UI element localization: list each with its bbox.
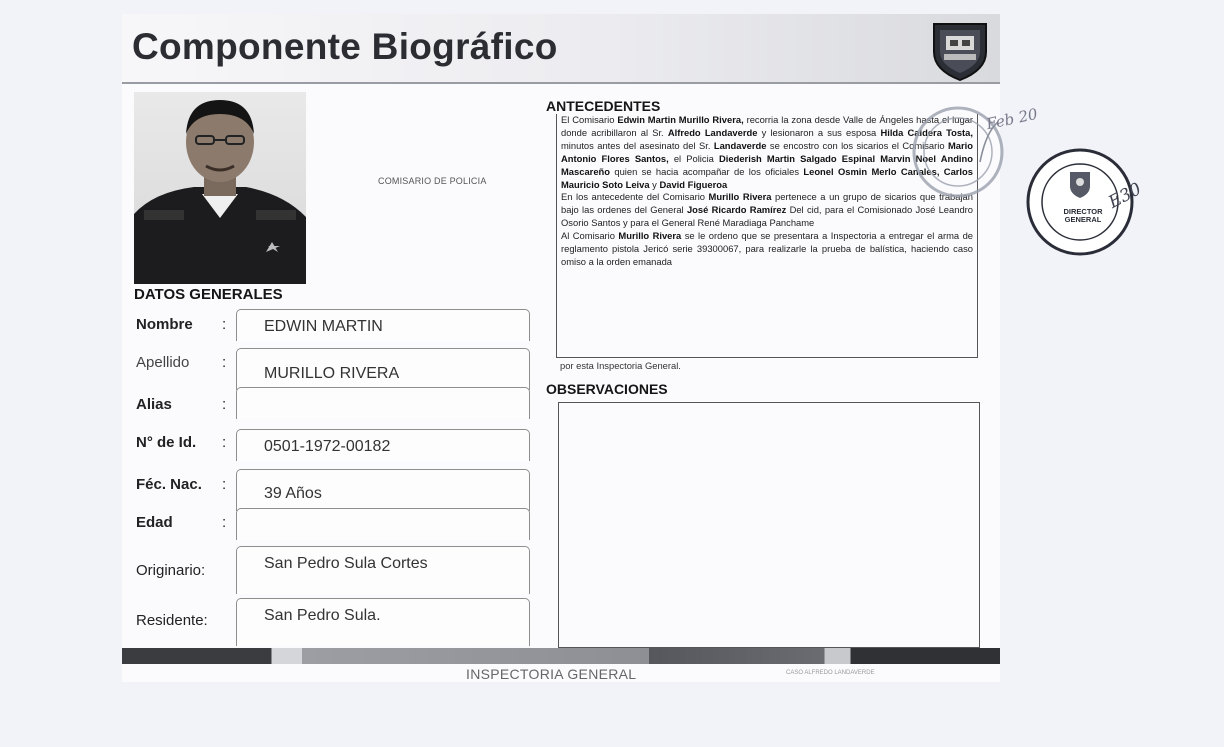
footer-bar <box>122 648 1000 664</box>
residente-field[interactable]: San Pedro Sula. <box>236 598 530 646</box>
observaciones-heading: OBSERVACIONES <box>546 381 668 397</box>
field-label-apellido: Apellido <box>136 354 190 371</box>
footer-case-label: CASO ALFREDO LANDAVERDE <box>786 670 875 676</box>
antecedentes-run: El Comisario <box>561 114 618 125</box>
colon: : <box>222 316 227 333</box>
antecedentes-run: y <box>649 178 660 190</box>
antecedentes-run: y lesionaron a sus esposa <box>757 126 881 138</box>
document-sheet <box>122 14 1000 682</box>
alias-field[interactable] <box>236 387 530 419</box>
handwritten-note-1: Feb 20 <box>984 104 1040 134</box>
antecedentes-run: Hilda Caldera Tosta, <box>880 126 973 138</box>
observaciones-box[interactable] <box>558 402 980 648</box>
field-label-originario: Originario: <box>136 562 206 579</box>
colon: : <box>222 476 227 493</box>
antecedentes-run: se le ordeno que se presentara a Inspectoria a entregar el arma de reglamento pistola Jericó serie 39300067, para realizarle la prueba de balística, haciendo caso omiso a la orden emanada <box>561 230 974 267</box>
antecedentes-run: Alfredo Landaverde <box>667 126 758 138</box>
fec-nac-field[interactable]: 39 Años <box>236 469 530 511</box>
officer-rank: COMISARIO DE POLICIA <box>378 176 487 186</box>
field-label-edad: Edad <box>136 514 173 531</box>
colon: : <box>222 434 227 451</box>
antecedentes-heading: ANTECEDENTES <box>546 98 661 114</box>
field-label-residente: Residente: <box>136 612 208 629</box>
antecedentes-run: Mario Antonio Flores Santos, <box>561 139 973 164</box>
officer-photo <box>134 92 306 284</box>
antecedentes-run: Del cid, para el Comisionado José Leandro Osorio Santos y para el General René Maradiaga Panchame <box>561 204 973 229</box>
edad-field[interactable] <box>236 508 530 540</box>
handwritten-note-2: E30 <box>1105 179 1145 213</box>
antecedentes-tail: por esta Inspectoria General. <box>560 360 681 371</box>
antecedentes-run: Diederish Martin Salgado Espinal <box>719 152 876 164</box>
colon: : <box>222 396 227 413</box>
antecedentes-run: Edwin Martin Murillo Rivera, <box>617 114 744 125</box>
footer-title: INSPECTORIA GENERAL <box>466 666 637 682</box>
originario-field[interactable]: San Pedro Sula Cortes <box>236 546 530 594</box>
antecedentes-run: Murillo Rivera <box>708 191 772 203</box>
colon: : <box>222 514 227 531</box>
apellido-field[interactable]: MURILLO RIVERA <box>236 348 530 390</box>
antecedentes-run: quien se hacia acompañar de los oficiales <box>609 165 804 177</box>
antecedentes-run: Murillo Rivera <box>618 230 682 242</box>
field-label-fec-nac: Féc. Nac. <box>136 476 202 493</box>
header-band <box>122 14 1000 84</box>
antecedentes-run: minutos antes del asesinato del Sr. <box>561 139 714 151</box>
antecedentes-run: Leonel Osmin Merlo Canales, Carlos Mauricio Soto Leiva <box>561 165 973 190</box>
seal-label: DIRECTOR GENERAL <box>1063 207 1103 224</box>
field-label-alias: Alias <box>136 396 172 413</box>
antecedentes-run: Al Comisario <box>561 230 619 242</box>
antecedentes-run: Marvin Noel Andino Mascareño <box>561 152 973 177</box>
antecedentes-run: pertenece a un grupo de sicarios que trabajan bajo las ordenes del General <box>561 191 973 216</box>
field-label-nombre: Nombre <box>136 316 193 333</box>
antecedentes-paragraph-3 <box>561 230 973 269</box>
antecedentes-run: En los antecedente del Comisario <box>561 191 709 203</box>
field-label-id: N° de Id. <box>136 434 197 451</box>
nombre-field[interactable]: EDWIN MARTIN <box>236 309 530 341</box>
police-badge-icon <box>928 18 992 82</box>
antecedentes-run: Landaverde <box>713 139 767 151</box>
page-title: Componente Biográfico <box>132 26 558 67</box>
antecedentes-run: se encostro con los sicarios el Comisario <box>766 139 948 151</box>
antecedentes-run: José Ricardo Ramírez <box>686 204 787 216</box>
antecedentes-run: recorria la zona desde Valle de Ángeles hasta el lugar donde acribillaron al Sr. <box>561 114 973 138</box>
datos-generales-heading: DATOS GENERALES <box>134 286 283 303</box>
id-number-field[interactable]: 0501-1972-00182 <box>236 429 530 461</box>
antecedentes-run: David Figueroa <box>659 178 728 190</box>
colon: : <box>222 354 227 371</box>
antecedentes-run: el Policia <box>668 152 720 164</box>
